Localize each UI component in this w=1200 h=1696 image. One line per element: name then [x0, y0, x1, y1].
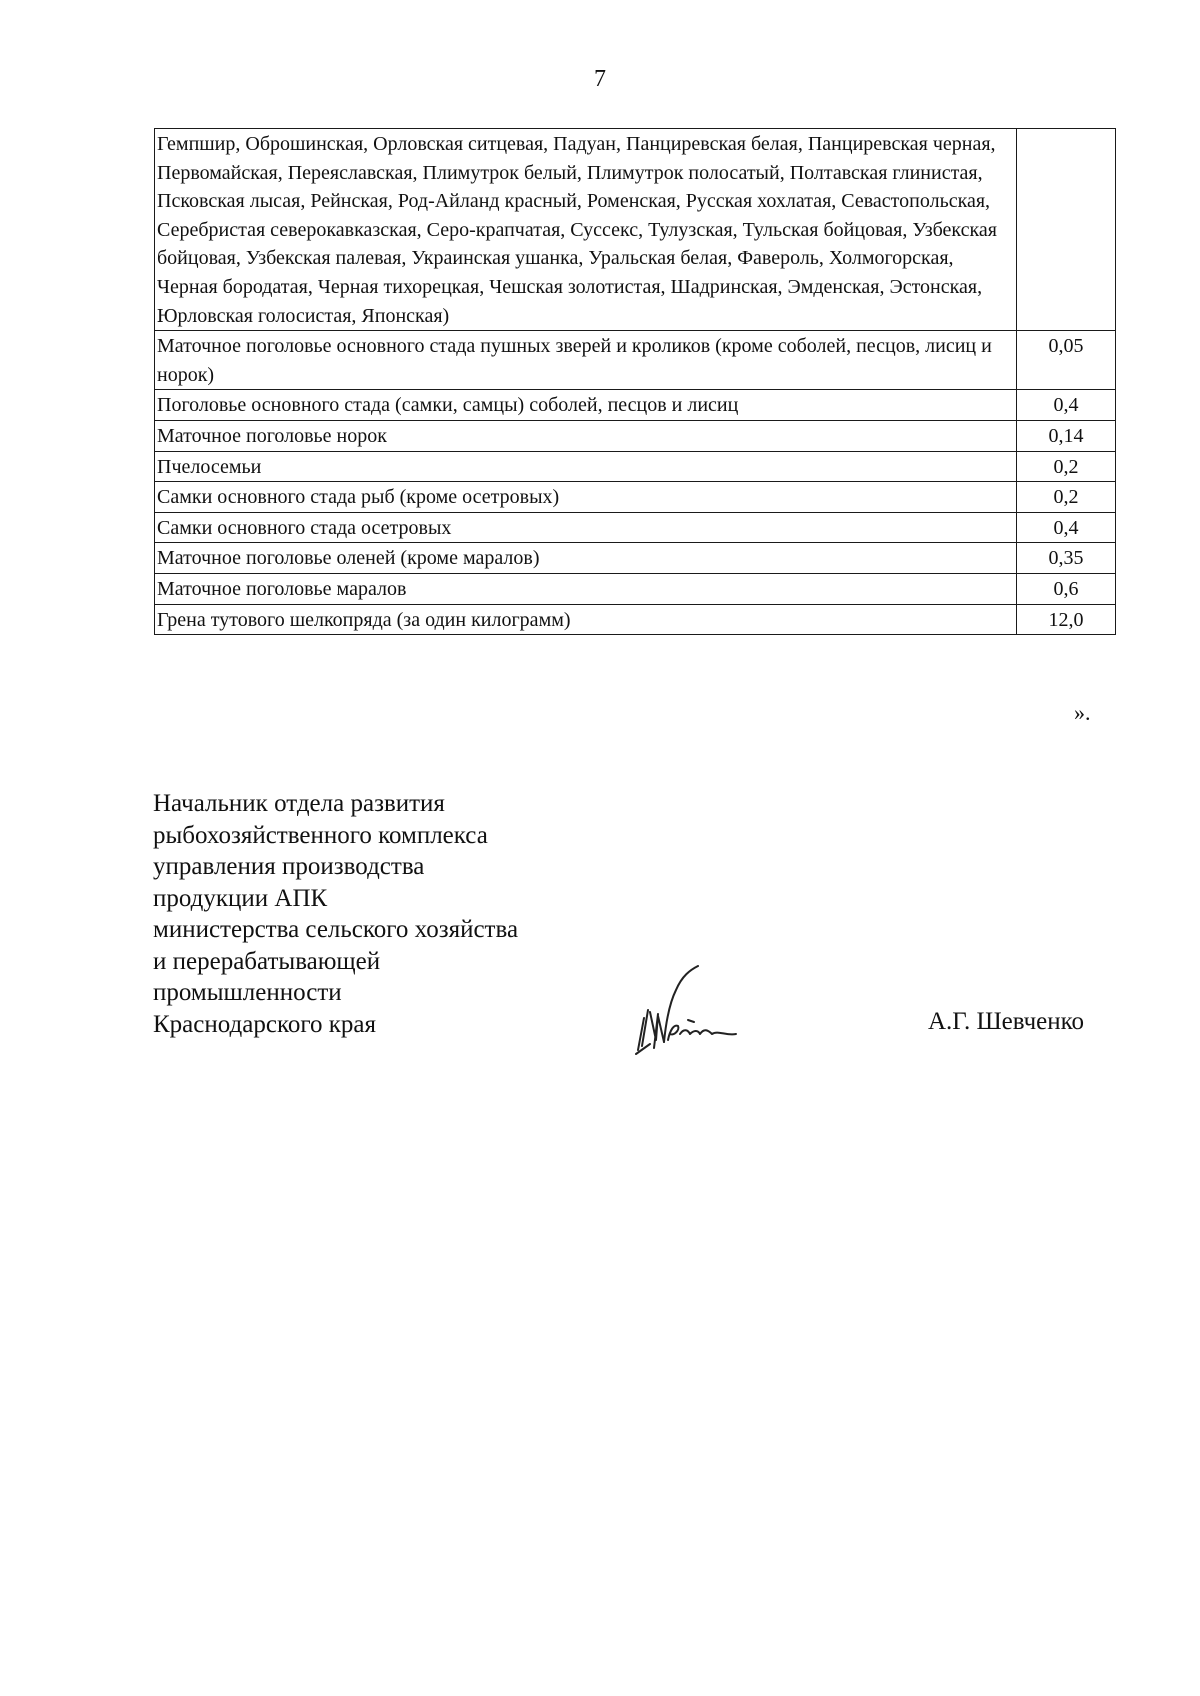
- row-value: [1017, 129, 1116, 331]
- signer-position-line: Начальник отдела развития: [153, 790, 445, 817]
- row-value: 0,14: [1017, 420, 1116, 451]
- rates-table: [154, 128, 1116, 635]
- signer-position-line: министерства сельского хозяйства: [153, 916, 519, 943]
- row-name: Маточное поголовье маралов: [155, 573, 1017, 604]
- table-row: [155, 604, 1116, 635]
- row-name: Маточное поголовье основного стада пушных зверей и кроликов (кроме соболей, песцов, лисиц и норок): [155, 331, 1017, 390]
- table-row: [155, 420, 1116, 451]
- closing-quote: ».: [1074, 700, 1091, 725]
- row-name: Пчелосемьи: [155, 451, 1017, 482]
- signer-position-line: продукции АПК: [153, 884, 328, 912]
- row-name: Поголовье основного стада (самки, самцы) соболей, песцов и лисиц: [155, 390, 1017, 421]
- signer-position-line: промышленности: [153, 979, 342, 1006]
- table-row: [155, 482, 1116, 513]
- row-value: 12,0: [1017, 604, 1116, 635]
- table-row: [155, 331, 1116, 390]
- row-value: 0,35: [1017, 543, 1116, 574]
- signer-position-line: рыбохозяйственного комплекса: [153, 821, 488, 849]
- table-row: [155, 451, 1116, 482]
- page-number: 7: [594, 66, 606, 92]
- row-value: 0,05: [1017, 331, 1116, 390]
- signer-name: А.Г. Шевченко: [928, 1008, 1085, 1035]
- row-value: 0,4: [1017, 390, 1116, 421]
- handwritten-signature: [628, 950, 758, 1060]
- table-row: [155, 129, 1116, 331]
- row-name: Самки основного стада осетровых: [155, 512, 1017, 543]
- signer-position: [153, 788, 518, 1040]
- row-name: Самки основного стада рыб (кроме осетровых): [155, 482, 1017, 513]
- row-name: Гемпшир, Оброшинская, Орловская ситцевая, Падуан, Панциревская белая, Панциревская черная, Первомайская, Переяславская, Плимутрок белый, Плимутрок полосатый, Полтавская глинистая, Псковская лысая, Рейнская, Род-Айланд красный, Роменская, Русская хохлатая, Севастопольская, Серебристая северокавказская, Серо-крапчатая, Суссекс, Тулузская, Тульская бойцовая, Узбекская бойцовая, Узбекская палевая, Украинская ушанка, Уральская белая, Фавероль, Холмогорская, Черная бородатая, Черная тихорецкая, Чешская золотистая, Шадринская, Эмденская, Эстонская, Юрловская голосистая, Японская): [155, 129, 1017, 331]
- row-name: Грена тутового шелкопряда (за один килограмм): [155, 604, 1017, 635]
- row-value: 0,6: [1017, 573, 1116, 604]
- row-value: 0,2: [1017, 482, 1116, 513]
- table-row: [155, 543, 1116, 574]
- signer-position-line: управления производства: [153, 853, 425, 880]
- row-value: 0,4: [1017, 512, 1116, 543]
- row-value: 0,2: [1017, 451, 1116, 482]
- row-name: Маточное поголовье оленей (кроме маралов): [155, 543, 1017, 574]
- signer-position-line: и перерабатывающей: [153, 947, 381, 975]
- table-row: [155, 573, 1116, 604]
- table-row: [155, 512, 1116, 543]
- row-name: Маточное поголовье норок: [155, 420, 1017, 451]
- table-row: [155, 390, 1116, 421]
- signer-position-line: Краснодарского края: [153, 1010, 376, 1038]
